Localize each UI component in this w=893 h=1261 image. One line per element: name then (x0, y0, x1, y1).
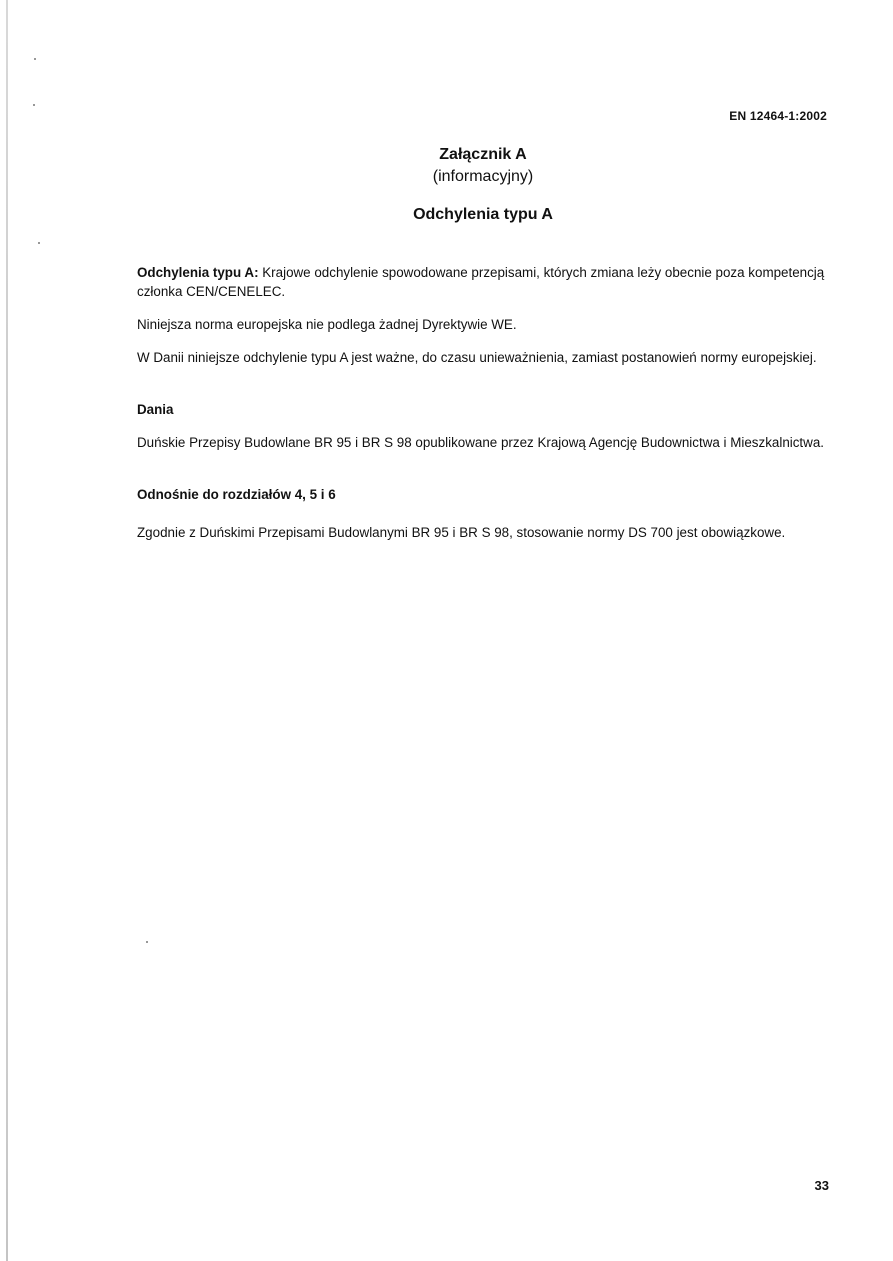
annex-subtitle: (informacyjny) (432, 168, 534, 185)
scan-edge-shadow (6, 0, 8, 1261)
denmark-validity-paragraph: W Danii niniejsze odchylenie typu A jest ważne, do czasu unieważnienia, zamiast postanowień normy europejskiej. (137, 350, 817, 365)
no-directive-paragraph: Niniejsza norma europejska nie podlega żadnej Dyrektywie WE. (137, 317, 517, 332)
page-number: 33 (814, 1178, 829, 1193)
scan-speck (33, 104, 35, 106)
compliance-paragraph: Zgodnie z Duńskimi Przepisami Budowlanymi BR 95 i BR S 98, stosowanie normy DS 700 jest obowiązkowe. (137, 525, 786, 540)
definition-lead: Odchylenia typu A: (137, 265, 259, 280)
section-title: Odchylenia typu A (413, 206, 553, 223)
definition-text: Krajowe odchylenie spowodowane przepisami, których zmiana leży obecnie poza kompetencją członka CEN/CENELEC. (137, 265, 825, 299)
scan-speck (38, 242, 40, 244)
annex-title: Załącznik A (439, 146, 527, 163)
chapters-heading: Odnośnie do rozdziałów 4, 5 i 6 (137, 487, 336, 502)
scan-speck (146, 941, 148, 943)
danish-regulations-paragraph: Duńskie Przepisy Budowlane BR 95 i BR S 98 opublikowane przez Krajową Agencję Budownictwa i Mieszkalnictwa. (137, 435, 824, 450)
country-heading: Dania (137, 402, 174, 417)
scan-speck (34, 58, 36, 60)
definition-paragraph (137, 263, 827, 301)
document-id: EN 12464-1:2002 (729, 109, 827, 123)
